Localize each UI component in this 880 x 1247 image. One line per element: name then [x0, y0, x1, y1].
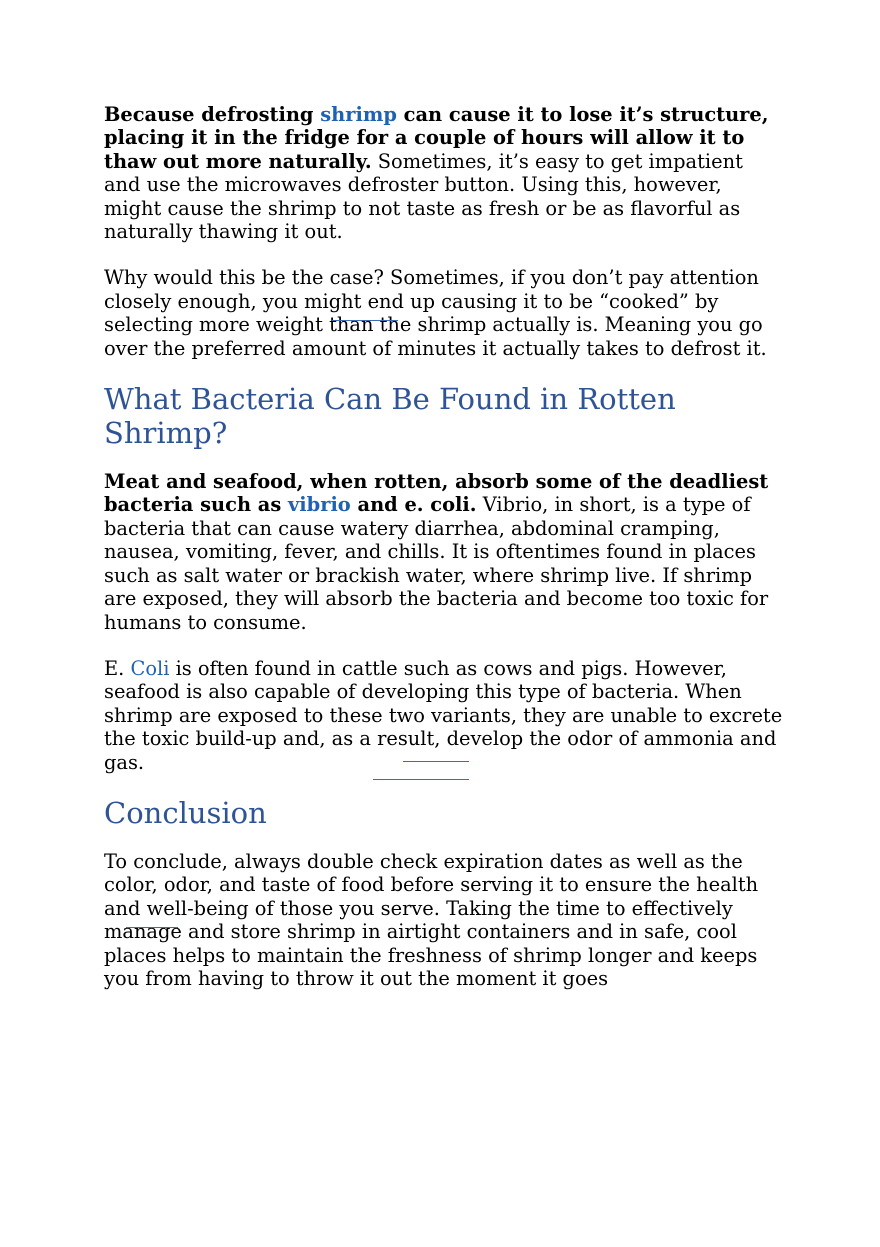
- paragraph-meat-seafood: [104, 470, 784, 634]
- heading-bacteria: What Bacteria Can Be Found in Rotten Shrimp?: [104, 382, 676, 451]
- annotation-underline: [126, 927, 178, 928]
- paragraph-defrosting: [104, 103, 784, 243]
- coli-link[interactable]: Coli: [130, 656, 170, 680]
- annotation-underline: [332, 320, 398, 321]
- vibrio-link[interactable]: vibrio: [288, 493, 351, 517]
- heading-conclusion: Conclusion: [104, 795, 267, 830]
- paragraph-e-coli: E. Coli is often found in cattle such as cows and pigs. However, seafood is also capable of developing this type of bacteria. When shrimp are exposed to these two variants, they are unable to excrete the toxic build-up and, as a result, develop the odor of ammonia and gas.: [104, 656, 783, 774]
- paragraph-why: Why would this be the case? Sometimes, if you don’t pay attention closely enough, you might end up causing it to be “cooked” by selecting more weight than the shrimp actually is. Meaning you go over the preferred amount of minutes it actually takes to defrost it.: [104, 266, 767, 360]
- bold-lead-in: Because defrosting shrimp can cause it to lose it’s structure, placing it in the fridge for a couple of hours will allow it to thaw out more naturally.: [104, 103, 769, 173]
- annotation-underline: [403, 761, 469, 762]
- shrimp-link[interactable]: shrimp: [320, 103, 397, 126]
- paragraph-body: Vibrio, in short, is a type of bacteria that can cause watery diarrhea, abdominal cramping, nausea, vomiting, fever, and chills. It is oftentimes found in places such as salt water or brackish water, where shrimp live. If shrimp are exposed, they will absorb the bacteria and become too toxic for humans to consume.: [104, 493, 769, 634]
- document-page: [104, 103, 784, 990]
- paragraph-body: Sometimes, it’s easy to get impatient and use the microwaves defroster button. Using this, however, might cause the shrimp to not taste as fresh or be as flavorful as naturally thawing it out.: [104, 149, 743, 244]
- paragraph-conclusion: To conclude, always double check expiration dates as well as the color, odor, and taste of food before serving it to ensure the health and well-being of those you serve. Taking the time to effectively manage and store shrimp in airtight containers and in safe, cool places helps to maintain the freshness of shrimp longer and keeps you from having to throw it out the moment it goes: [104, 849, 759, 990]
- annotation-underline: [373, 779, 469, 780]
- bold-lead-in: Meat and seafood, when rotten, absorb some of the deadliest bacteria such as vibrio and e. coli.: [104, 470, 769, 517]
